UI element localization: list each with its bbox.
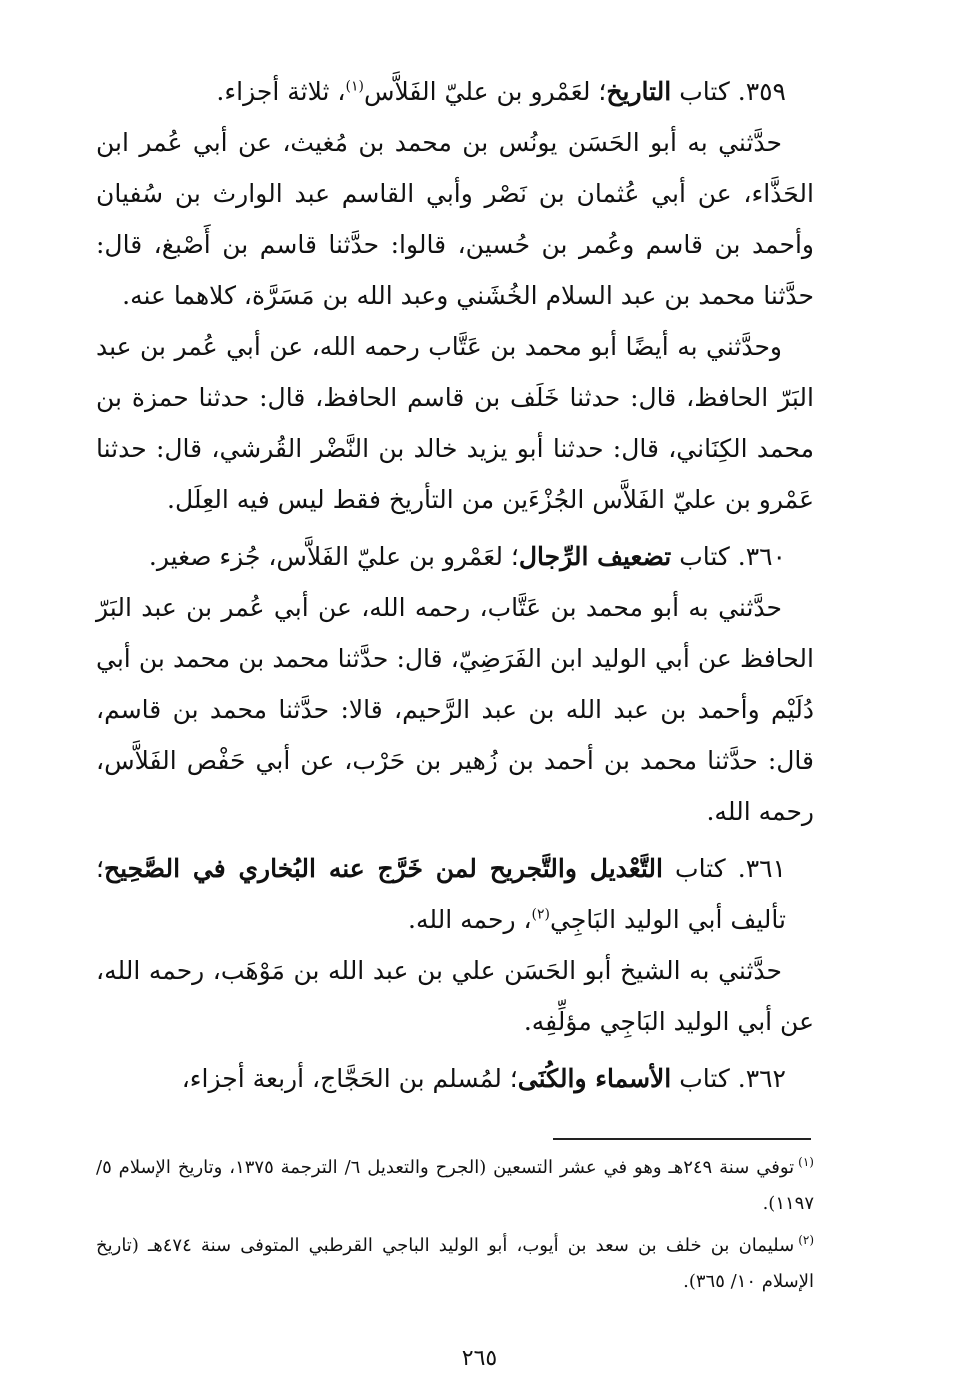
entry-heading-tail: ، ثلاثة أجزاء. (216, 77, 346, 106)
footnote (96, 1150, 814, 1222)
entry-book-title: الأسماء والكُنَى (517, 1064, 672, 1093)
footnote-separator (553, 1138, 811, 1140)
entry-book-title: تضعيف الرِّجال (518, 542, 672, 571)
entry-number: ٣٦٢. (737, 1064, 786, 1093)
footnote-mark: (١) (798, 1155, 814, 1169)
entry-heading-prefix: كتاب (671, 1064, 730, 1093)
entry-heading-suffix: ؛ لمُسلم بن الحَجَّاج، أربعة أجزاء، (181, 1064, 518, 1093)
entry-heading (96, 531, 814, 582)
footnote (96, 1228, 814, 1300)
paragraph: حدَّثني به أبو محمد بن عَتَّاب، رحمه الله، عن أبي عُمر بن عبد البَرّ الحافظ عن أبي الوليد ابن الفَرَضِيّ، قال: حدَّثنا محمد بن محمد بن أبي دُلَيْم وأحمد بن عبد الله بن عبد الرَّحيم، قالا: حدَّثنا محمد بن قاسم، قال: حدَّثنا محمد بن أحمد بن زُهير بن حَرْب، عن أبي حَفْص الفَلاَّس، رحمه الله. (96, 593, 814, 826)
entry-number: ٣٦١. (737, 854, 786, 883)
entry-heading (96, 1053, 814, 1104)
footnote-text: توفي سنة ٢٤٩هـ وهو في عشر التسعين (الجرح والتعديل ٦/ الترجمة ١٣٧٥، وتاريخ الإسلام ٥/ ١١٩٧). (96, 1157, 814, 1214)
paragraph: حدَّثني به الشيخ أبو الحَسَن علي بن عبد الله بن مَوْهَب، رحمه الله، عن أبي الوليد البَاجِي مؤلِّفِه. (96, 956, 814, 1036)
entry-number: ٣٥٩. (737, 77, 786, 106)
entry-heading-tail: ، رحمه الله. (408, 905, 532, 934)
footnote-reference[interactable]: (١) (345, 78, 364, 95)
paragraph: وحدَّثني به أيضًا أبو محمد بن عَتَّاب رحمه الله، عن أبي عُمر بن عبد البَرّ الحافظ، قال: حدثنا خَلَف بن قاسم الحافظ، قال: حدثنا حمزة بن محمد الكِنَاني، قال: حدثنا أبو يزيد خالد بن النَّضْر القُرشي، قال: حدثنا عَمْرو بن عليّ الفَلاَّس الجُزْءَين من التأريخ فقط ليس فيه العِلَل. (96, 332, 814, 514)
entry-heading-suffix: ؛ لعَمْرو بن عليّ الفَلاَّس (363, 77, 607, 106)
entry-number: ٣٦٠. (737, 542, 786, 571)
entry-book-title: التاريخ (606, 77, 672, 106)
entry-heading (96, 66, 814, 117)
entry-heading-prefix: كتاب (671, 77, 730, 106)
entry-heading-prefix: كتاب (662, 854, 726, 883)
footnotes (96, 1150, 814, 1306)
footnote-text: سليمان بن خلف بن سعد بن أيوب، أبو الوليد الباجي القرطبي المتوفى سنة ٤٧٤هـ (تاريخ الإسلام ١٠/ ٣٦٥). (96, 1235, 814, 1292)
entry-heading-prefix: كتاب (671, 542, 730, 571)
footnote-mark: (٢) (798, 1233, 815, 1247)
entry-heading-suffix: ؛ تأليف أبي الوليد البَاجِي (96, 854, 786, 934)
footnote-reference[interactable]: (٢) (531, 906, 551, 923)
main-text (96, 66, 814, 1104)
page-number: ٢٦٥ (461, 1346, 498, 1371)
entry-book-title: التَّعْديل والتَّجريح لمن خَرَّج عنه البُخاري في الصَّحِيح (103, 854, 663, 883)
entry-heading (96, 843, 814, 945)
entry-heading-suffix: ؛ لعَمْرو بن عليّ الفَلاَّس، جُزء صغير. (148, 542, 519, 571)
paragraph: حدَّثني به أبو الحَسَن يونُس بن محمد بن مُغيث، عن أبي عُمر ابن الحَذَّاء، عن أبي عُثمان بن نَصْر وأبي القاسم عبد الوارث بن سُفيان وأحمد بن قاسم وعُمر بن حُسين، قالوا: حدَّثنا قاسم بن أَصْبغ، قال: حدَّثنا محمد بن عبد السلام الخُشَني وعبد الله بن مَسَرَّة، كلاهما عنه. (96, 128, 814, 310)
